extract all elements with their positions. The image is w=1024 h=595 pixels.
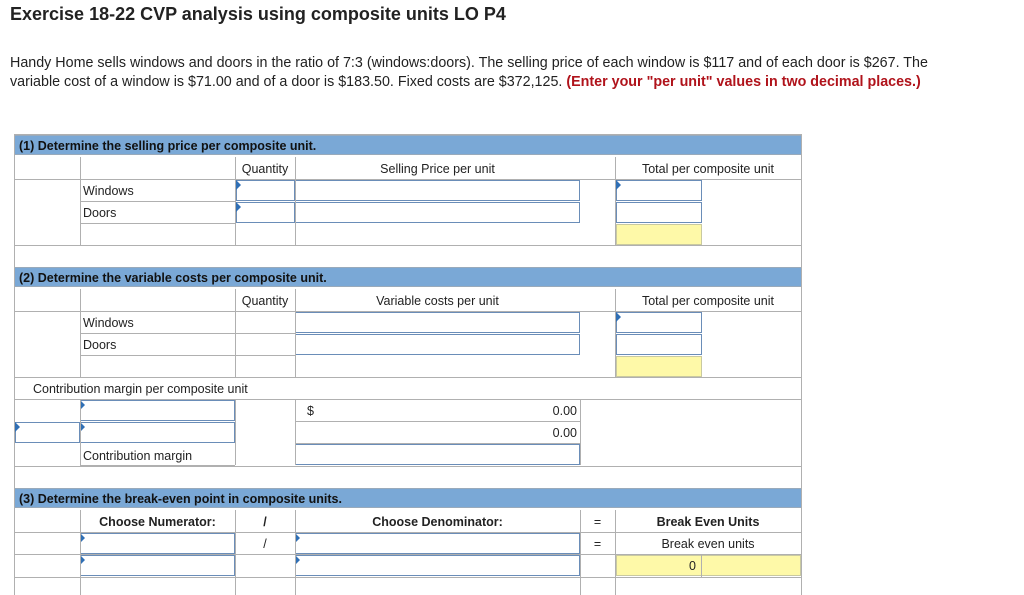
- result-label: Break even units: [661, 537, 755, 551]
- break-even-result: [616, 555, 801, 576]
- part2-windows-label: Windows: [83, 316, 134, 330]
- numerator-select-row1[interactable]: [80, 533, 235, 554]
- part2-doors-cost-input[interactable]: [295, 334, 580, 355]
- cm-dollar-sign: $: [307, 404, 314, 418]
- cm-value-2: 0.00: [552, 426, 577, 440]
- denominator-header: Choose Denominator:: [372, 515, 503, 529]
- cm-row2-prefix-input[interactable]: [15, 422, 80, 443]
- part2-doors-label: Doors: [83, 338, 117, 352]
- part1-doors-label: Doors: [83, 206, 117, 220]
- numerator-header: Choose Numerator:: [99, 515, 216, 529]
- part2-windows-total-input[interactable]: [616, 312, 702, 333]
- part2-quantity-header: Quantity: [241, 294, 289, 308]
- part1-composite-total: [616, 224, 702, 245]
- break-even-value: 0: [689, 559, 696, 573]
- cm-row1-label-input[interactable]: [80, 400, 235, 421]
- part1-quantity-header: Quantity: [241, 162, 289, 176]
- cm-total-input[interactable]: [295, 444, 580, 465]
- part1-price-header: Selling Price per unit: [380, 162, 495, 176]
- part2-doors-total-input[interactable]: [616, 334, 702, 355]
- part1-doors-price-input[interactable]: [295, 202, 580, 223]
- instruction-text: (Enter your "per unit" values in two decimal places.): [566, 73, 921, 90]
- part1-windows-total-input[interactable]: [616, 180, 702, 201]
- cm-heading: Contribution margin per composite unit: [33, 382, 248, 396]
- denominator-select-row1[interactable]: [295, 533, 580, 554]
- result-header: Break Even Units: [656, 515, 760, 529]
- part2-cost-header: Variable costs per unit: [376, 294, 499, 308]
- part3-heading: (3) Determine the break-even point in composite units.: [15, 488, 801, 508]
- slash-header: /: [263, 515, 267, 529]
- equals-header: =: [593, 515, 602, 529]
- problem-text: Handy Home sells windows and doors in the ratio of 7:3 (windows:doors). The selling price of each window is $117 and of each door is $267. The variable cost of a window is $71.00 and of a door is $183.50. Fixed costs are $372,125.: [10, 55, 928, 90]
- part2-heading: (2) Determine the variable costs per composite unit.: [15, 267, 801, 287]
- part1-windows-quantity-input[interactable]: [236, 180, 295, 201]
- part1-doors-quantity-input[interactable]: [236, 202, 295, 223]
- part2-composite-total: [616, 356, 702, 377]
- part1-doors-total-input[interactable]: [616, 202, 702, 223]
- denominator-input-row2[interactable]: [295, 555, 580, 576]
- worksheet: [14, 134, 802, 595]
- part2-total-header: Total per composite unit: [641, 294, 774, 308]
- part1-windows-price-input[interactable]: [295, 180, 580, 201]
- problem-description: [10, 54, 955, 91]
- part2-windows-cost-input[interactable]: [295, 312, 580, 333]
- slash-row1: /: [263, 537, 267, 551]
- page-title: Exercise 18-22 CVP analysis using composite units LO P4: [10, 4, 506, 24]
- part1-windows-label: Windows: [83, 184, 134, 198]
- equals-row1: =: [593, 537, 602, 551]
- part1-heading: (1) Determine the selling price per composite unit.: [15, 135, 801, 155]
- part1-total-header: Total per composite unit: [641, 162, 774, 176]
- cm-value-1: 0.00: [552, 404, 577, 418]
- cm-row2-label-input[interactable]: [80, 422, 235, 443]
- cm-label: Contribution margin: [83, 449, 193, 463]
- numerator-input-row2[interactable]: [80, 555, 235, 576]
